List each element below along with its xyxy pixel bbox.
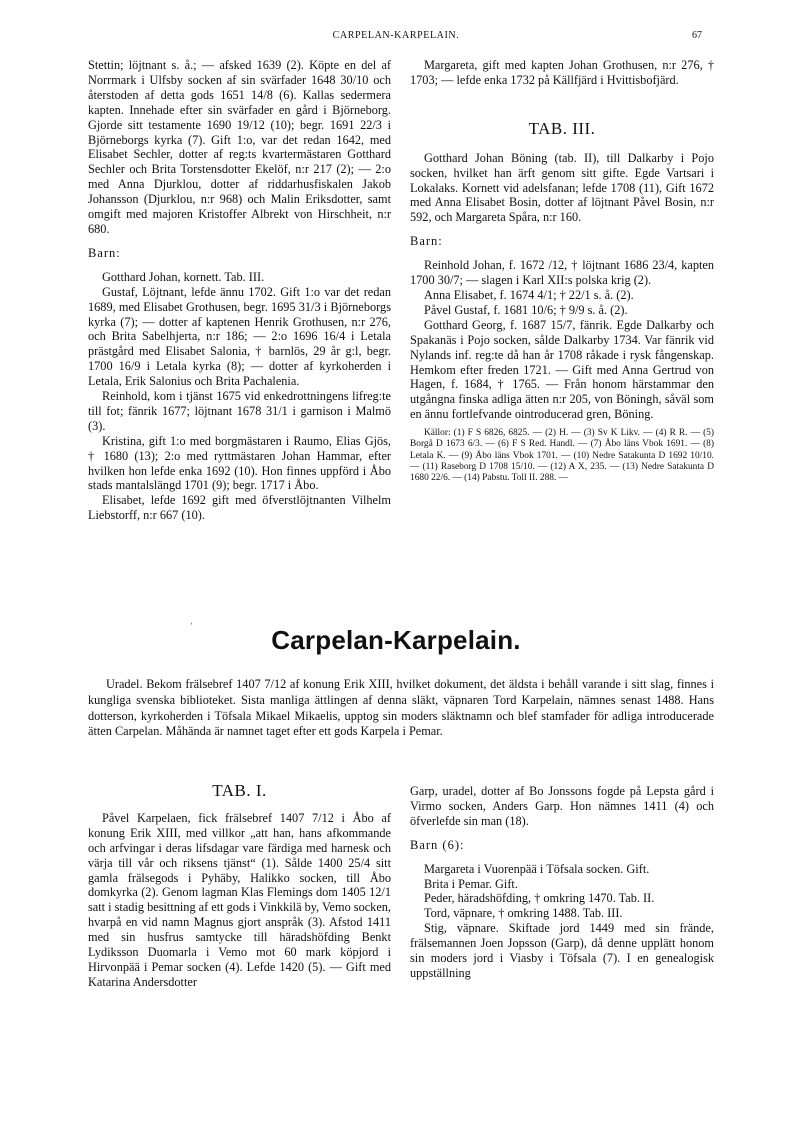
running-header [0, 30, 792, 44]
children-heading: Barn: [88, 245, 121, 260]
child-entry: Margareta, gift med kapten Johan Grothusen, n:r 276, † 1703; — lefde enka 1732 på Källfjärd i Hvittisbofjärd. [410, 58, 714, 87]
child-entry: Kristina, gift 1:o med borgmästaren i Raumo, Elias Gjös, † 1680 (13); 2:o med ryttmästaren Johan Hammar, efter hvilken hon lefde enka 1692 (10). Hon finnes uppförd i Åbo stads mantalslängd 1701 (9); begr. 1717 i Åbo. [88, 433, 391, 493]
sources-text: Källor: (1) F S 6826, 6825. — (2) H. — (3) Sv K Likv. — (4) R R. — (5) Borgå D 1673 6/3. — (6) F S Red. Handl. — (7) Åbo läns Vbok 1691. — (8) Letala K. — (9) Åbo läns Vbok 1701. — (10) Nedre Satakunta D 1692 10/10. — (11) Raseborg D 1708 15/10. — (12) A X, 235. — (13) Nedre Satakunta D 1680 22/6. — (14) Pabstu. Toll II. 288. — [410, 428, 714, 483]
child-entry: Reinhold Johan, f. 1672 /12, † löjtnant 1686 23/4, kapten 1700 30/7; — slagen i Karl XII:s polska krig (2). [410, 258, 714, 288]
child-entry: Brita i Pemar. Gift. [424, 876, 518, 891]
intro-text: Uradel. Bekom frälsebref 1407 7/12 af konung Erik XIII, hvilket dokument, det äldsta i behåll varande i sitt slag, finnes i kungliga svenska biblioteket. Sista manliga ättlingen af denna släkt, väpnaren Tord Karpelain, nämnes senast 1488. Hans dotterson, kyrkoherden i Töfsala Mikael Mikaelis, upptog sin moders släktnamn och blef stamfader för adliga introducerade ätten Carpelan. Måhända är namnet taget efter ett gods Karpela i Pemar. [88, 677, 714, 739]
section-intro [88, 677, 714, 740]
paragraph: Garp, uradel, dotter af Bo Jonssons fogde på Lepsta gård i Virmo socken, Anders Garp. Hon nämnes 1411 (4) och öfverlefde sin man (18). [410, 784, 714, 828]
paragraph: Gotthard Johan Böning (tab. II), till Dalkarby i Pojo socken, hvilket han ärft genom sitt gifte. Egde Vartsari i Lokalaks. Kornett vid adelsfanan; lefde 1708 (11), Gift 1672 med Anna Elisabet Bosin, dotter af löjtnant Påvel Bosin, n:r 592, och Margareta Spåra, n:r 160. [410, 150, 714, 225]
child-entry: Stig, väpnare. Skiftade jord 1449 med sin frände, frälsemannen Joen Jopsson (Garp), då denne upplätt honom sin moders jord i Viasby i Töfsala (7). I en genealogisk uppställning [410, 921, 714, 980]
child-entry: Peder, häradshöfding, † omkring 1470. Tab. II. [424, 891, 655, 906]
child-entry: Påvel Gustaf, f. 1681 10/6; † 9/9 s. å. (2). [424, 302, 628, 317]
children-heading: Barn (6): [410, 837, 465, 852]
page-number: 67 [692, 30, 702, 41]
children-heading: Barn: [410, 234, 443, 249]
child-entry: Tord, väpnare, † omkring 1488. Tab. III. [424, 906, 623, 921]
left-column-bottom [88, 781, 392, 990]
table-heading: TAB. III. [528, 118, 596, 138]
child-entry: Gotthard Georg, f. 1687 15/7, fänrik. Egde Dalkarby och Spakanäs i Pojo socken, sålde Dalkarby 1734. Var fänrik vid Nylands inf. reg:te då han år 1708 råkade i rysk fångenskap. Hemkom efter freden 1721. — Gift med Anna Gertrud von Hagen, f. 1684, † 1765. — Från honom härstammar den utgångna finska adliga ätten n:r 205, von Böningh, såväl som en ännu fortlefvande ointroducerad gren, Böning. [410, 317, 714, 422]
left-column-top [88, 58, 391, 523]
child-entry: Anna Elisabet, f. 1674 4/1; † 22/1 s. å. (2). [424, 287, 634, 302]
right-column-top [410, 58, 714, 484]
running-title: CARPELAN-KARPELAIN. [332, 30, 460, 41]
stray-mark: ˌ [190, 614, 194, 625]
right-column-bottom [410, 784, 714, 981]
child-entry: Margareta i Vuorenpää i Töfsala socken. Gift. [424, 861, 650, 876]
child-entry: Elisabet, lefde 1692 gift med öfverstlöjtnanten Vilhelm Liebstorff, n:r 667 (10). [88, 493, 391, 523]
child-entry: Gustaf, Löjtnant, lefde ännu 1702. Gift 1:o var det redan 1689, med Elisabet Grothusen, begr. 1695 31/3 i Björneborgs kyrka (7); — dotter af kaptenen Henrik Grothusen, n:r 276, och Brita Sabelhjerta, n:r 186; — 2:o 1696 16/4 i Letala prästgård med Elisabet Salonia, † barnlös, 29 år g:l, begr. 1700 16/9 i Letala kyrka (8); — dotter af kyrkoherden i Letala, Erik Salonius och Brita Pachalenia. [88, 284, 391, 389]
sources-note [410, 428, 714, 484]
section-title: Carpelan-Karpelain. [271, 625, 521, 655]
paragraph: Stettin; löjtnant s. å.; — afsked 1639 (2). Köpte en del af Norrmark i Ulfsby socken af sin svärfader 1648 30/10 och återstoden af detta gods 1651 14/8 (6). Kallas sedermera kapten. Innehade efter sin svärfader en gård i Björneborg. Gjorde sitt testamente 1690 19/12 (10); begr. 1691 22/3 i Björneborgs kyrka (7). Gift 1:o, var det redan 1642, med Elisabet Sechler, dotter af reg:ts kvartermästaren Gotthard Sechler och Brita Torstensdotter Ekelöf, n:r 217 (2); — 2:o med Anna Djurklou, dotter af riddarhusfiskalen Jakob Johansson (Djurklou, n:r 968) och Malin Eriksdotter, samt omgift med majoren Kristoffer Albrekt von Hirschheit, n:r 680. [88, 58, 391, 236]
table-heading: TAB. I. [212, 781, 267, 800]
child-entry: Reinhold, kom i tjänst 1675 vid enkedrottningens lifreg:te till fot; fänrik 1677; löjtnant 1678 31/1 i garnison i Malmö (3). [88, 389, 391, 433]
paragraph: Påvel Karpelaen, fick frälsebref 1407 7/12 i Åbo af konung Erik XIII, med villkor „att han, hans afkommande och arfvingar i deras lifsdagar vare färdiga med harnesk och värja till vår och riksens tjänst“ (1). Sålde 1400 25/4 sitt gamla frälsegods i Pyhäby, Halikko socken, till Åbo domkyrka (2). Genom lagman Klas Flemings dom 1405 12/1 satt i stadig besittning af ett gods i Vinkkilä by, Vemo socken, hvarpå en vid namn Magnus gjort anspråk (3). Afstod 1411 med sin husfrus samtycke till häradshöfding Benkt Lydiksson Duomarla i Vemo mot 60 mark köpjord i Hirvonpää i Pemar socken (4). Lefde 1420 (5). — Gift med Katarina Andersdotter [88, 810, 392, 989]
child-entry: Gotthard Johan, kornett. Tab. III. [102, 269, 265, 284]
